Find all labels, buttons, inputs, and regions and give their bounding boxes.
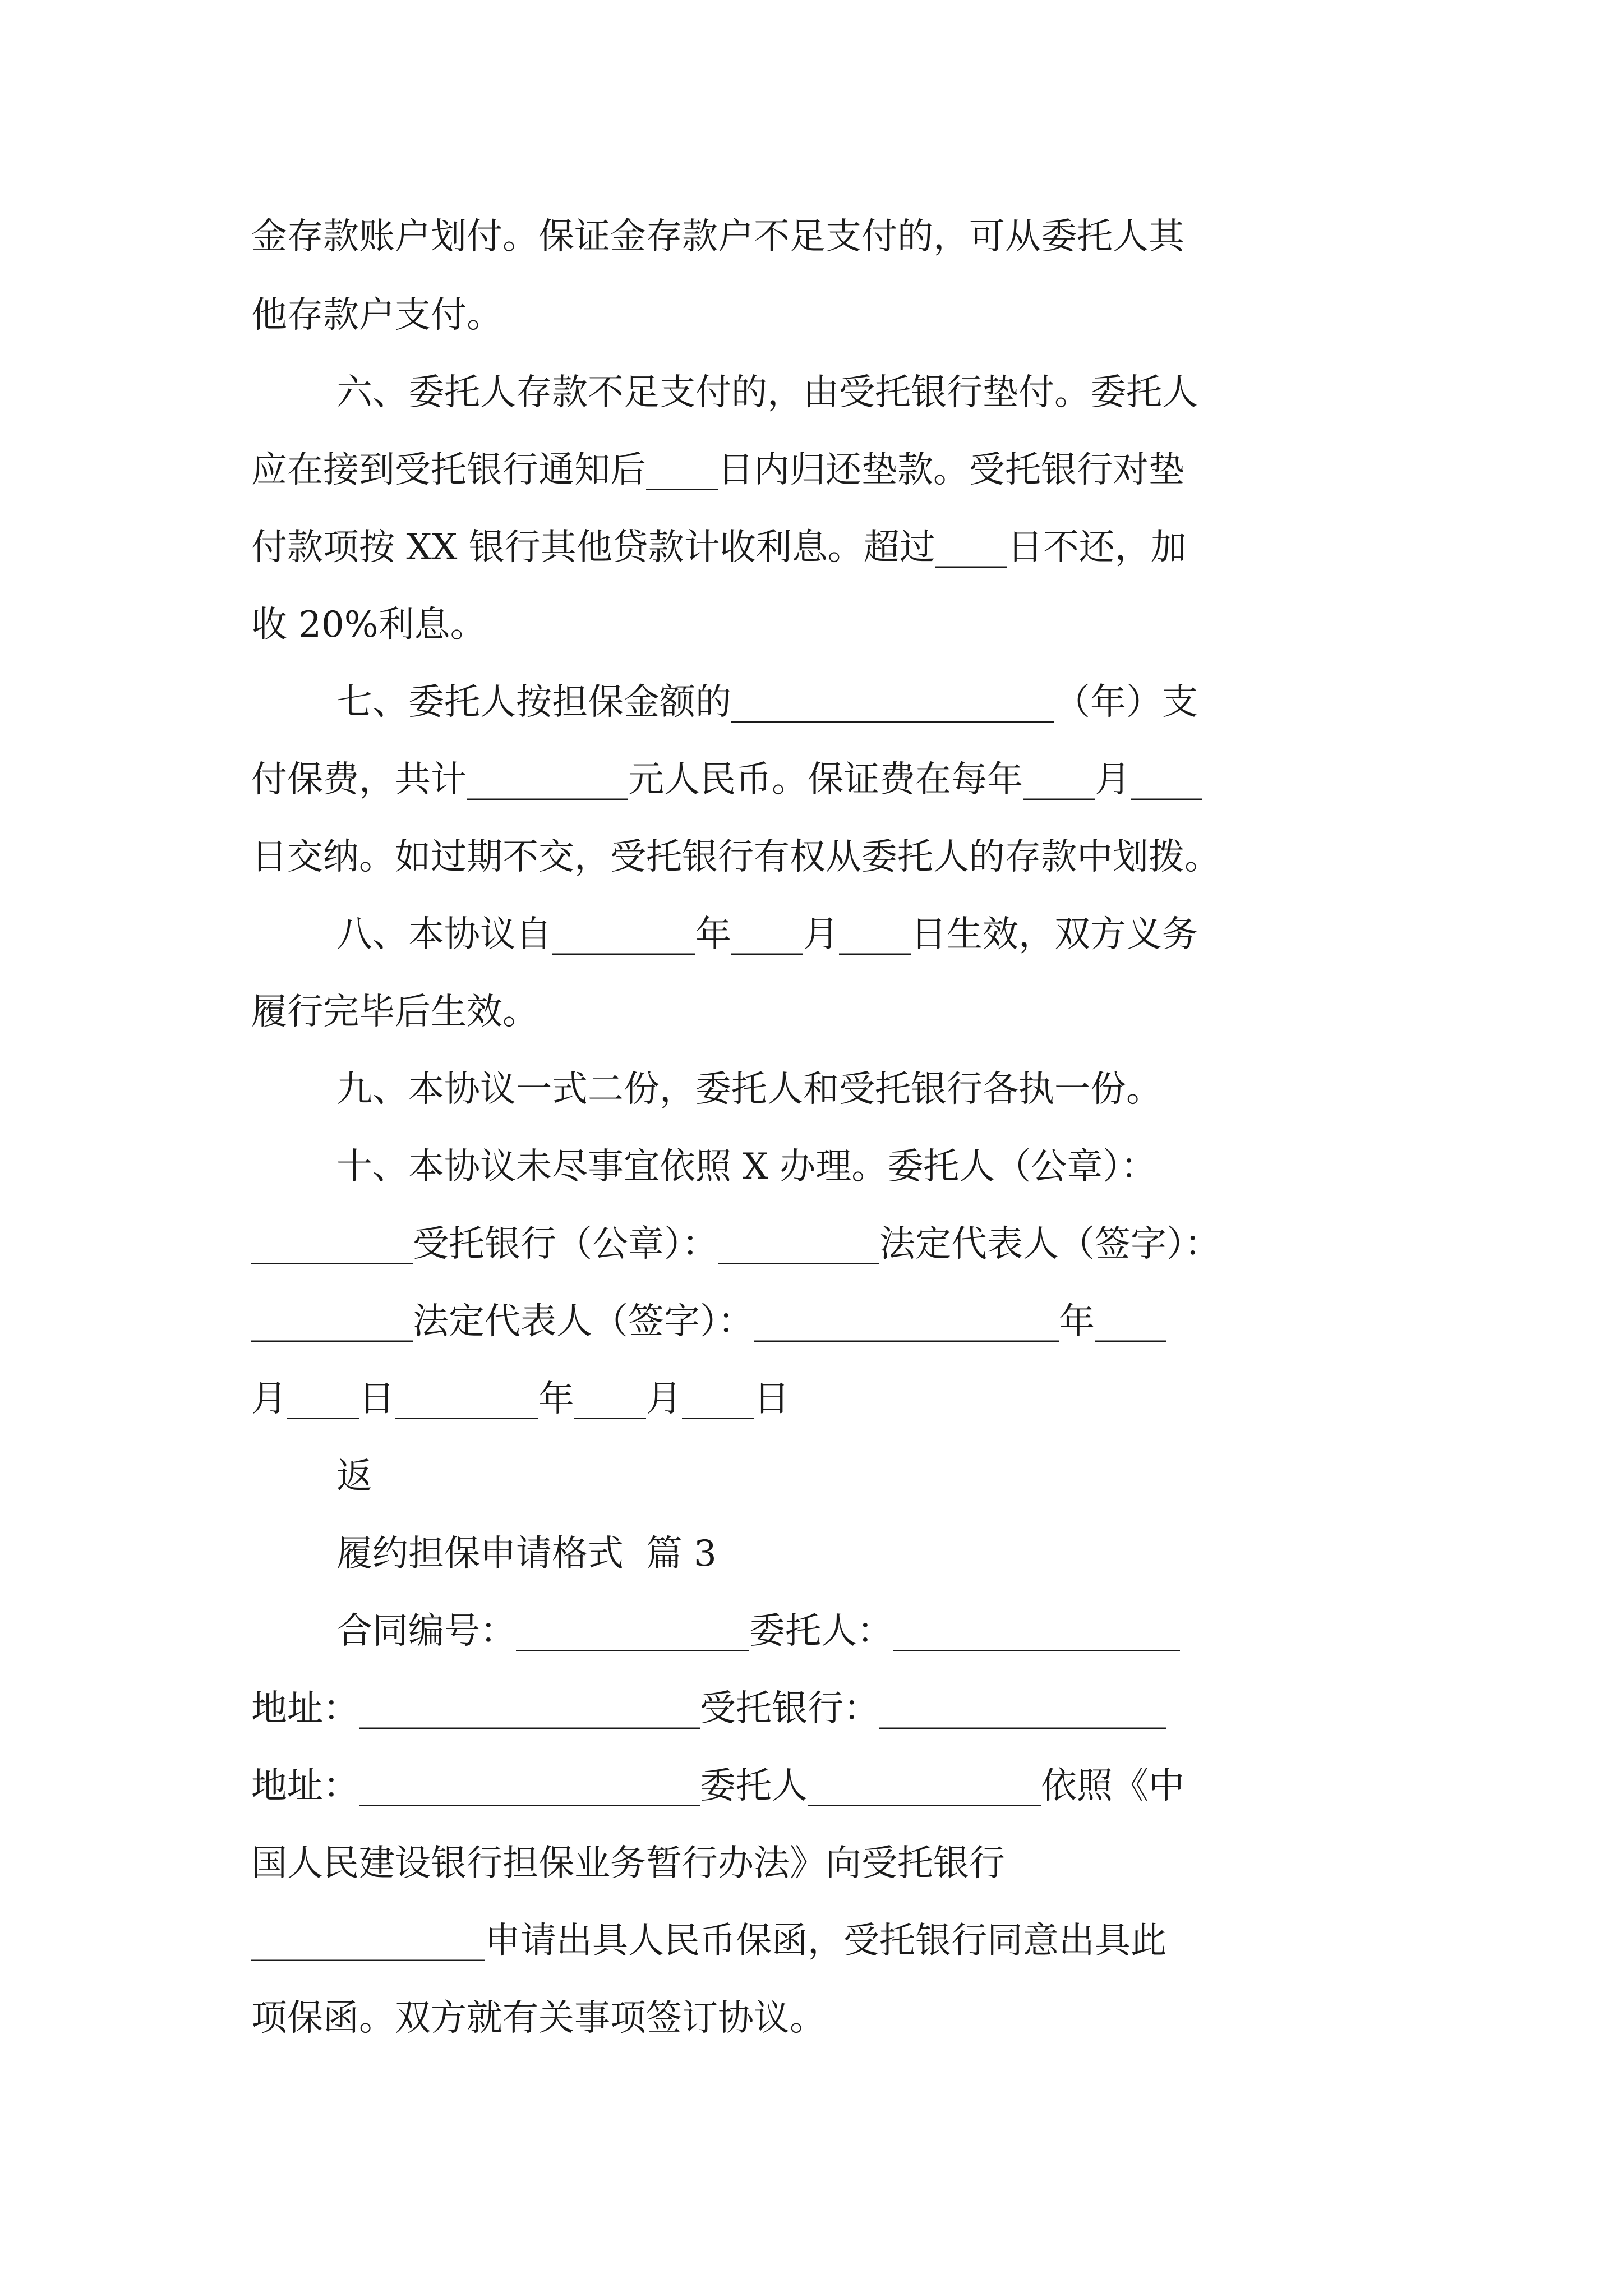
return-text: 返 (336, 1456, 372, 1497)
body-line: _____________申请出具人民币保函，受托银行同意出具此 (251, 1920, 1166, 1962)
paragraph-8-line: 八、本协议自________年____月____日生效，双方义务 (336, 914, 1198, 955)
contract-number-line: 合同编号：_____________委托人：________________ (336, 1611, 1180, 1652)
body-line: 付款项按 XX 银行其他贷款计收利息。超过____日不还，加 (251, 527, 1187, 568)
body-line: 项保函。双方就有关事项签订协议。 (251, 1998, 826, 2039)
section-heading: 履约担保申请格式 篇 3 (336, 1533, 717, 1575)
body-line: 金存款账户划付。保证金存款户不足支付的，可从委托人其 (251, 216, 1184, 257)
body-line: 履行完毕后生效。 (251, 991, 538, 1033)
paragraph-6-line: 六、委托人存款不足支付的，由受托银行垫付。委托人 (336, 372, 1198, 413)
date-line: 月____日________年____月____日 (251, 1378, 790, 1420)
signature-line: _________受托银行（公章）：_________法定代表人（签字）： (251, 1223, 1220, 1265)
body-line: 收 20%利息。 (251, 604, 486, 646)
body-line: 他存款户支付。 (251, 295, 502, 336)
body-line: 国人民建设银行担保业务暂行办法》向受托银行 (251, 1843, 1005, 1884)
signature-line: _________法定代表人（签字）：_________________年____ (251, 1301, 1166, 1342)
paragraph-10-line: 十、本协议未尽事宜依照 X 办理。委托人（公章）： (336, 1146, 1157, 1188)
body-line: 付保费，共计_________元人民币。保证费在每年____月____ (251, 759, 1202, 800)
body-line: 应在接到受托银行通知后____日内归还垫款。受托银行对垫 (251, 449, 1184, 491)
address-line: 地址：___________________委托人_____________依照《中 (251, 1765, 1184, 1807)
body-line: 日交纳。如过期不交，受托银行有权从委托人的存款中划拨。 (251, 836, 1220, 878)
paragraph-7-line: 七、委托人按担保金额的__________________（年）支 (336, 682, 1198, 723)
paragraph-9-line: 九、本协议一式二份，委托人和受托银行各执一份。 (336, 1069, 1162, 1110)
address-line: 地址：___________________受托银行：________________ (251, 1688, 1166, 1729)
